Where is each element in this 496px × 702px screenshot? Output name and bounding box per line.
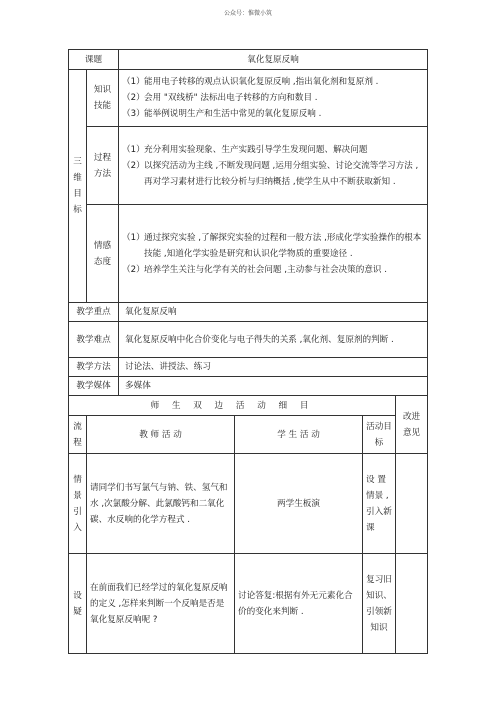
difficulty-row <box>69 322 428 358</box>
method-label: 教学方法 <box>69 358 119 377</box>
row-improve <box>396 554 428 654</box>
objectives-group-label: 三 维 目 标 <box>69 70 87 303</box>
improve-header: 改进意见 <box>396 396 428 454</box>
key-point-label: 教学重点 <box>69 303 119 322</box>
row-teacher-activity: 在前面我们已经学过的氧化复原反响的定义 ,怎样来判断一个反响是否是氧化复原反响呢 ? <box>87 554 235 654</box>
activity-title-row <box>69 396 428 416</box>
row-student-activity: 讨论答复:根据有外无元素化合价的变化来判断 . <box>235 554 363 654</box>
emotion-items <box>119 205 428 303</box>
process-row <box>69 127 428 205</box>
difficulty-value: 氧化复原反响中化合价变化与电子得失的关系 ,氧化剂、复原剂的判断 . <box>119 322 428 358</box>
row-activity-goal: 复习旧知识、引领新知识 <box>363 554 396 654</box>
activity-row <box>69 554 428 654</box>
key-point-value: 氧化复原反响 <box>119 303 428 322</box>
process-item: （1） 充分利用实验现象、生产实践引导学生发现问题、解决问题 <box>122 144 368 155</box>
row-process-label: 设 疑 <box>69 554 87 654</box>
knowledge-items <box>119 70 428 127</box>
topic-value: 氧化复原反响 <box>119 50 428 70</box>
activity-row <box>69 454 428 554</box>
knowledge-label: 知识 技能 <box>87 70 119 127</box>
emotion-row <box>69 205 428 303</box>
process-item: （2） 以探究活动为主线 ,不断发现问题 ,运用分组实验、讨论交流等学习方法 ,再对学习素材进行比较分析与归纳概括 ,使学生从中不断获取新知 . <box>122 160 419 187</box>
method-row <box>69 358 428 377</box>
emotion-item: （2） 培养学生关注与化学有关的社会问题 ,主动参与社会决策的意识 . <box>122 264 387 275</box>
student-header: 学 生 活 动 <box>235 416 363 454</box>
knowledge-row <box>69 70 428 127</box>
activity-header-row <box>69 416 428 454</box>
row-teacher-activity: 请同学们书写氯气与钠、铁、氢气和水 ,次氯酸分解、此氯酸钙和二氧化碳、水反响的化学方程式 . <box>87 454 235 554</box>
lesson-plan-table <box>68 49 428 654</box>
row-activity-goal: 设 置 情景 ,引入新课 <box>363 454 396 554</box>
process-header: 流程 <box>69 416 87 454</box>
knowledge-item: （2） 会用 "双线桥" 法标出电子转移的方向和数目 . <box>122 93 318 103</box>
goal-header: 活动目标 <box>363 416 396 454</box>
knowledge-item: （3） 能举例说明生产和生活中常见的氧化复原反响 . <box>122 109 322 119</box>
media-value: 多媒体 <box>119 377 428 396</box>
media-row <box>69 377 428 396</box>
process-items <box>119 127 428 205</box>
knowledge-item: （1） 能用电子转移的观点认识氧化复原反响 ,指出氧化剂和复原剂 . <box>122 77 379 87</box>
emotion-label: 情感 态度 <box>87 205 119 303</box>
process-label: 过程 方法 <box>87 127 119 205</box>
row-process-label: 情 景 引 入 <box>69 454 87 554</box>
key-point-row <box>69 303 428 322</box>
difficulty-label: 教学难点 <box>69 322 119 358</box>
method-value: 讨论法、讲授法、练习 <box>119 358 428 377</box>
topic-row <box>69 50 428 70</box>
page-header: 公众号：惟微小筑 <box>223 10 272 17</box>
media-label: 教学媒体 <box>69 377 119 396</box>
topic-label: 课题 <box>69 50 119 70</box>
row-student-activity: 两学生板演 <box>235 454 363 554</box>
teacher-header: 教 师 活 动 <box>87 416 235 454</box>
row-improve <box>396 454 428 554</box>
emotion-item: （1） 通过探究实验 ,了解探究实验的过程和一般方法 ,形成化学实验操作的根本技能 ,知道化学实验是研究和认识化学物质的重要途径 . <box>122 232 422 259</box>
activity-title: 师 生 双 边 活 动 细 目 <box>69 396 396 416</box>
